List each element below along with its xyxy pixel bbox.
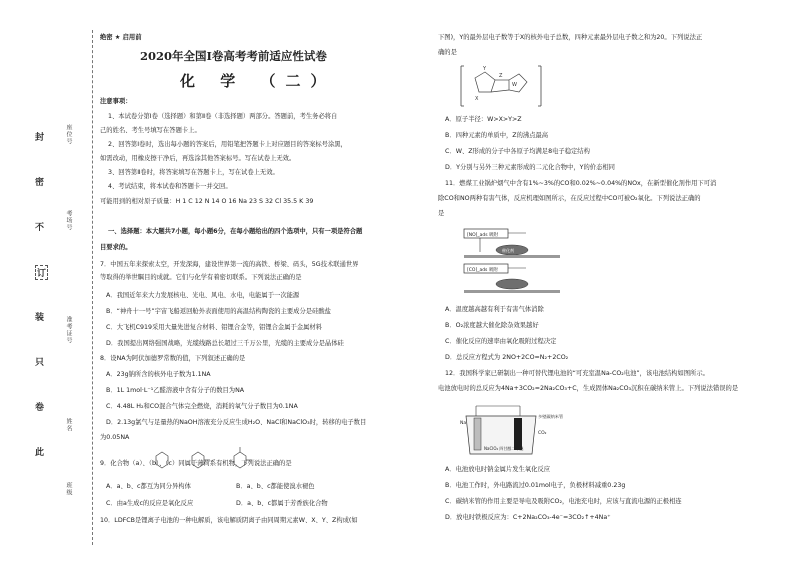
option-line: D．放电时铁极反应为：C+2Na₂CO₃-4e⁻=3CO₂↑+4Na⁺ bbox=[445, 514, 611, 521]
option-line: D．Y分别与另外三种元素形成的二元化合物中，Y的价态相同 bbox=[445, 164, 615, 171]
question-line: 11．燃煤工业锅炉烟气中含有1%~3%的CO和0.02%~0.04%的NOx，在新型催化剂作用下可消 bbox=[445, 180, 717, 187]
q9-structures-figure bbox=[150, 446, 270, 476]
q12-na-label: Na bbox=[460, 421, 467, 426]
note-line: 2、回答第Ⅰ卷时，选出每小题的答案后，用铅笔把答题卡上对应题目的答案标号涂黑， bbox=[108, 141, 347, 148]
question-line: 10．LDFCB是锂离子电池的一种电解质，该电解质阴离子由同周期元素W、X、Y、Z构成(如 bbox=[100, 517, 358, 524]
option-line: A．a、b、c都互为同分异构体 bbox=[106, 483, 191, 490]
note-line: 3、回答第Ⅱ卷时，将答案填写在答题卡上，写在试卷上无效。 bbox=[108, 169, 279, 176]
note-line: 如需改动，用橡皮擦干净后，再选涂其他答案标号。写在试卷上无效。 bbox=[100, 155, 296, 162]
secret-label: 绝密 ★ 启用前 bbox=[100, 34, 142, 41]
question-line: 等取得的举世瞩目的成就。它们与化学有着密切联系。下列说法正确的是 bbox=[100, 274, 302, 281]
option-line: A．电池放电时钠金属片发生氧化反应 bbox=[445, 466, 551, 473]
atomic-mass-line: 可能用到的相对原子质量：H 1 C 12 N 14 O 16 Na 23 S 32 Cl 35.5 K 39 bbox=[100, 198, 314, 205]
notes-heading: 注意事项： bbox=[100, 98, 132, 105]
seal-char-2: 密 bbox=[35, 178, 45, 188]
binding-line bbox=[92, 30, 93, 545]
question-line: 12．我国科学家已研制出一种可替代锂电池的“可充室温Na-CO₂电池”，该电池结构如图所示。 bbox=[445, 370, 709, 377]
option-line: D．总反应方程式为 2NO+2CO=N₂+2CO₂ bbox=[445, 354, 569, 361]
section-heading: 一、选择题：本大题共7小题，每小题6分，在每小题给出的四个选项中，只有一项是符合题 bbox=[108, 228, 363, 235]
q11-bottom-label: [CO]_ads 吸附 bbox=[467, 268, 498, 273]
seal-char-8: 此 bbox=[35, 448, 45, 458]
q12-cnt-label: 多壁碳纳米管 bbox=[538, 414, 564, 419]
atom-label: W bbox=[512, 82, 517, 88]
question-line: 8．设NA为阿伏加德罗常数的值，下列叙述正确的是 bbox=[100, 355, 246, 362]
question-line: 是 bbox=[438, 210, 445, 217]
question-line: 9．化合物（a）、（b）、（c）同属于薄荷系有机物，下列说法正确的是 bbox=[100, 460, 292, 467]
option-line: A．我国近年来大力发展核电、光电、风电、水电，电能属于一次能源 bbox=[106, 292, 300, 299]
option-line: B．电池工作时，外电路流过0.01mol电子，负极材料减重0.23g bbox=[445, 482, 626, 489]
option-line: B．O₂浓度越大催化除杂效果越好 bbox=[445, 322, 539, 329]
seal-char-6: 只 bbox=[35, 358, 45, 368]
note-line: 1、本试卷分第Ⅰ卷（选择题）和第Ⅱ卷（非选择题）两部分。答题前，考生务必将自 bbox=[108, 113, 338, 120]
question-line: 确的是 bbox=[438, 49, 457, 56]
option-line: B．四种元素的单质中，Z的沸点最高 bbox=[445, 132, 549, 139]
option-line: B．1L 1mol·L⁻¹乙醛溶液中含有分子的数目为NA bbox=[106, 387, 245, 394]
option-line: C．碳纳米管的作用主要是导电及吸附CO₂，电池充电时，应该与直流电源的正极相连 bbox=[445, 498, 682, 505]
q12-co2-label: CO₂ bbox=[538, 431, 547, 436]
option-line: B．a、b、c都能使溴水褪色 bbox=[236, 483, 315, 490]
exam-title: 2020年全国I卷高考考前适应性试卷 bbox=[140, 49, 327, 63]
class-label: 班级 bbox=[65, 482, 72, 496]
option-line: C．W、Z形成的分子中各原子均满足8电子稳定结构 bbox=[445, 148, 590, 155]
option-line: C．催化反应的速率由氧化吸附过程决定 bbox=[445, 338, 557, 345]
atom-label: X bbox=[475, 96, 479, 102]
q11-mechanism-figure bbox=[460, 226, 570, 298]
atom-label: Z bbox=[499, 73, 503, 79]
question-line: 除CO和NO两种有害气体，反应机理如图所示，在反应过程中CO可被O₂氧化。下列说法正确的 bbox=[438, 195, 701, 202]
seal-char-1: 封 bbox=[35, 133, 45, 143]
option-line-cont: 为0.05NA bbox=[100, 434, 130, 441]
option-line: B．“神舟十一号”宇宙飞船返回舱外表面使用的高温结构陶瓷的主要成分是硅酸盐 bbox=[106, 308, 331, 315]
option-line: A．23g钠所含的核外电子数为1.1NA bbox=[106, 371, 211, 378]
ticket-number-label: 准考证号 bbox=[65, 316, 72, 344]
name-label: 姓名 bbox=[65, 418, 72, 432]
option-line: A．温度越高越有利于有害气体消除 bbox=[445, 306, 544, 313]
option-line: C．由a生成c的反应是氧化反应 bbox=[106, 500, 194, 507]
question-line: 7．中国五年来探索太空，开发深海，建设世界第一流的高铁、桥梁、码头，5G技术联通世界 bbox=[100, 261, 359, 268]
atom-label: Y bbox=[483, 66, 487, 72]
option-line: A．原子半径：W>X>Y>Z bbox=[445, 116, 522, 123]
note-line: 4、考试结束，将本试卷和答题卡一并交回。 bbox=[108, 183, 232, 190]
option-line: D．我国提出网络强国战略，光缆线路总长超过三千万公里，光缆的主要成分是晶体硅 bbox=[106, 340, 344, 347]
seal-char-4: 订 bbox=[35, 265, 48, 280]
option-line: D．a、b、c都属于芳香族化合物 bbox=[236, 500, 328, 507]
q11-top-label: [NO]_ads 吸附 bbox=[467, 233, 499, 238]
option-line: C．大飞机C919采用大量先进复合材料、铝锂合金等，铝锂合金属于金属材料 bbox=[106, 324, 323, 331]
note-line: 己的姓名、考生号填写在答题卡上。 bbox=[100, 127, 201, 134]
q12-battery-figure bbox=[456, 400, 586, 458]
exam-room-label: 考场号 bbox=[65, 210, 72, 231]
option-line: D．2.13g氯气与足量热的NaOH溶液充分反应生成H₂O、NaCl和NaClO₃时，转移的电子数目 bbox=[106, 419, 367, 426]
seat-number-label: 座位号 bbox=[65, 124, 72, 145]
q12-electrolyte-label: NaClO₄ 四甘醇二甲醚 bbox=[484, 446, 524, 451]
q11-catalyst-label: 催化剂 bbox=[502, 248, 514, 253]
option-line: C．4.48L H₂和CO混合气体完全燃烧，消耗的氧气分子数目为0.1NA bbox=[106, 403, 298, 410]
question-line: 电池放电时的总反应为4Na+3CO₂=2Na₂CO₃+C，生成固体Na₂CO₃沉积在碳纳米管上。下列说法错误的是 bbox=[438, 385, 739, 392]
seal-char-3: 不 bbox=[35, 223, 45, 233]
seal-char-5: 装 bbox=[35, 313, 45, 323]
q10-anion-structure-figure bbox=[455, 60, 555, 112]
question-line: 下图)，Y的最外层电子数等于X的核外电子总数，四种元素最外层电子数之和为20。下列说法正 bbox=[438, 34, 703, 41]
subject-title: 化 学 （二） bbox=[180, 72, 336, 90]
seal-char-7: 卷 bbox=[35, 403, 45, 413]
section-heading-cont: 目要求的。 bbox=[100, 244, 132, 251]
